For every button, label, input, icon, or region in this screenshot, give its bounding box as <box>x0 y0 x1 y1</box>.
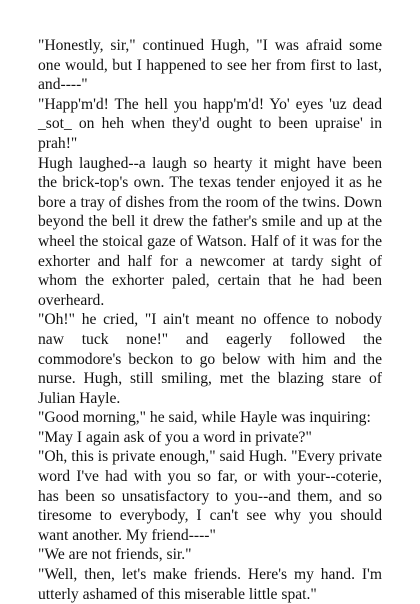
paragraph-6: "May I again ask of you a word in private?" <box>38 428 312 446</box>
paragraph-7: "Oh, this is private enough," said Hugh. "Every private word I've had with you so far, or with your--coterie, has been so unsatisfactory to you--and them, and so tiresome to everybody, I can't see why you should want another. My friend----" <box>38 448 382 544</box>
paragraph-5: "Good morning," he said, while Hayle was inquiring: <box>38 409 371 427</box>
paragraph-1: "Honestly, sir," continued Hugh, "I was afraid some one would, but I happened to see her from first to last, and----" <box>38 37 382 94</box>
paragraph-9: "Well, then, let's make friends. Here's my hand. I'm utterly ashamed of this miserable little spat." <box>38 566 382 603</box>
paragraph-4: "Oh!" he cried, "I ain't meant no offence to nobody naw tuck none!" and eagerly followed the commodore's beckon to go below with him and the nurse. Hugh, still smiling, met the blazing stare of Julian Hayle. <box>38 311 382 407</box>
document-page <box>38 36 382 604</box>
paragraph-8: "We are not friends, sir." <box>38 546 192 564</box>
paragraph-2: "Happ'm'd! The hell you happ'm'd! Yo' eyes 'uz dead _sot_ on heh when they'd ought to been upraise' in prah!" <box>38 95 382 152</box>
paragraph-3: Hugh laughed--a laugh so hearty it might have been the brick-top's own. The texas tender enjoyed it as he bore a tray of dishes from the room of the twins. Down beyond the bell it drew the father's smile and up at the wheel the stoical gaze of Watson. Half of it was for the exhorter and half for a newcomer at tardy sight of whom the exhorter paled, certain that he had been overheard. <box>38 154 382 309</box>
